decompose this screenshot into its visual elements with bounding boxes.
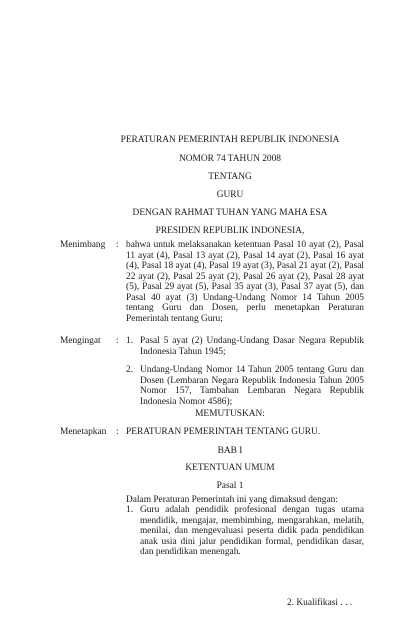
menetapkan-text: PERATURAN PEMERINTAH TENTANG GURU. [126, 427, 321, 437]
menimbang-colon: : [116, 240, 119, 250]
item-text: Undang-Undang Nomor 14 Tahun 2005 tentang Guru dan Dosen (Lembaran Negara Republik Indonesia Tahun 2005 Nomor 157, Tambahan Lembaran Negara Republik Indonesia Nomor 4586); [140, 365, 364, 407]
title-subject: GURU [216, 190, 244, 200]
item-number: 2. [126, 365, 134, 375]
mengingat-label: Mengingat [60, 336, 101, 346]
pasal-list [126, 505, 364, 558]
title-president: PRESIDEN REPUBLIK INDONESIA, [155, 226, 305, 236]
mengingat-list [126, 336, 364, 407]
pasal-intro: Dalam Peraturan Pemerintah ini yang dimaksud dengan: [126, 495, 338, 505]
item-number: 1. [126, 336, 134, 346]
bab-title: KETENTUAN UMUM [185, 463, 275, 473]
continuation-note: 2. Kualifikasi . . . [287, 598, 353, 608]
list-item [126, 336, 364, 357]
title-about: TENTANG [208, 172, 252, 182]
item-number: 1. [126, 505, 134, 515]
item-text: Pasal 5 ayat (2) Undang-Undang Dasar Negara Republik Indonesia Tahun 1945; [140, 336, 364, 357]
mengingat-colon: : [116, 336, 119, 346]
bab-heading: BAB I [217, 446, 243, 456]
list-item [126, 365, 364, 407]
memutuskan-heading: MEMUTUSKAN: [195, 409, 265, 419]
menimbang-label: Menimbang [60, 240, 106, 250]
title-regulation: PERATURAN PEMERINTAH REPUBLIK INDONESIA [120, 135, 340, 145]
menetapkan-colon: : [116, 427, 119, 437]
menimbang-text: bahwa untuk melaksanakan ketentuan Pasal 10 ayat (2), Pasal 11 ayat (4), Pasal 13 ayat (2), Pasal 14 ayat (2), Pasal 16 ayat (4), Pasal 18 ayat (4), Pasal 19 ayat (3), Pasal 21 ayat (2), Pasal 22 ayat (2), Pasal 25 ayat (2), Pasal 26 ayat (2), Pasal 28 ayat (5), Pasal 29 ayat (5), Pasal 35 ayat (3), Pasal 37 ayat (5), dan Pasal 40 ayat (3) Undang-Undang Nomor 14 Tahun 2005 tentang Guru dan Dosen, perlu menetapkan Peraturan Pemerintah tentang Guru; [126, 240, 364, 324]
title-blessing: DENGAN RAHMAT TUHAN YANG MAHA ESA [132, 208, 328, 218]
menetapkan-label: Menetapkan [60, 427, 107, 437]
title-number: NOMOR 74 TAHUN 2008 [179, 154, 281, 164]
list-item [126, 505, 364, 558]
pasal-heading: Pasal 1 [216, 481, 244, 491]
item-text: Guru adalah pendidik profesional dengan tugas utama mendidik, mengajar, membimbing, mengarahkan, melatih, menilai, dan mengevaluasi peserta didik pada pendidikan anak usia dini jalur pendidikan formal, pendidikan dasar, dan pendidikan menengah. [140, 505, 364, 557]
